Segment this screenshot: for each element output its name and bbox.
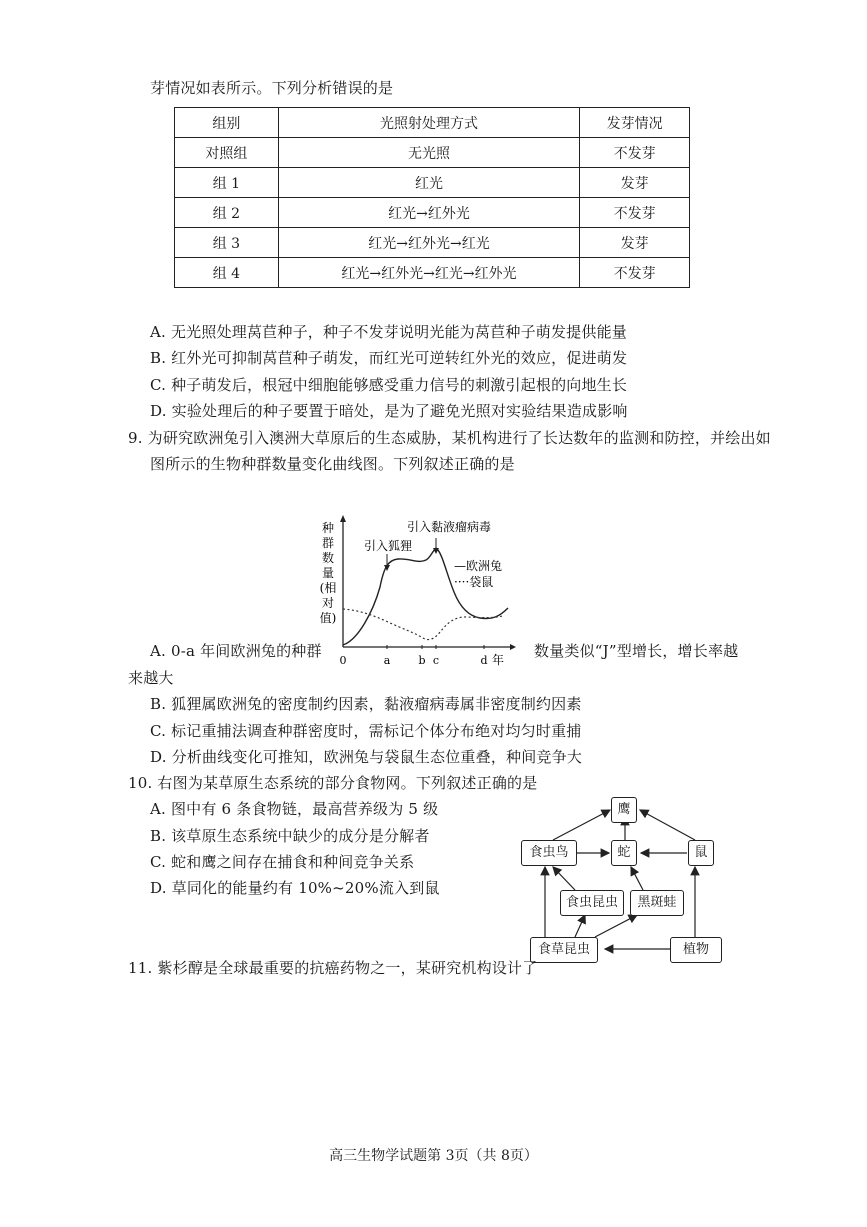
node-insectivorous-insect: 食虫昆虫 — [560, 890, 624, 916]
q9-stem-line2: 图所示的生物种群数量变化曲线图。下列叙述正确的是 — [150, 455, 515, 473]
x-axis-arrow — [510, 644, 516, 650]
annotation-virus: 引入黏液瘤病毒 — [407, 520, 492, 534]
x-axis-label: 年 — [492, 653, 505, 667]
q9-stem-line1: 9. 为研究欧洲兔引入澳洲大草原后的生态威胁，某机构进行了长达数年的监测和防控，并绘出如 — [128, 429, 771, 447]
table-header-row — [175, 108, 690, 138]
germination-table — [174, 107, 690, 288]
annotation-fox: 引入狐狸 — [364, 539, 413, 553]
q9-option-d: D. 分析曲线变化可推知，欧洲兔与袋鼠生态位重叠，种间竞争大 — [150, 748, 583, 766]
q8-option-c: C. 种子萌发后，根冠中细胞能够感受重力信号的刺激引起根的向地生长 — [150, 376, 628, 394]
table-cell: 组 2 — [175, 198, 279, 228]
y-axis-label: 种群数量(相对值) — [319, 521, 337, 625]
table-cell: 对照组 — [175, 138, 279, 168]
table-cell: 无光照 — [278, 138, 579, 168]
q9-option-a-right: 数量类似“J”型增长，增长率越 — [534, 642, 739, 660]
q9-option-a-wrap: 来越大 — [128, 669, 174, 687]
table-header-cell: 组别 — [175, 108, 279, 138]
table-cell: 发芽 — [580, 228, 690, 258]
q9-option-a-left: A. 0-a 年间欧洲兔的种群 — [150, 642, 322, 660]
table-cell: 发芽 — [580, 168, 690, 198]
table-cell: 不发芽 — [580, 198, 690, 228]
table-cell: 组 3 — [175, 228, 279, 258]
x-tick-label: a — [383, 654, 391, 667]
x-tick-label: 0 — [339, 654, 347, 667]
table-cell: 不发芽 — [580, 138, 690, 168]
q8-option-a: A. 无光照处理莴苣种子，种子不发芽说明光能为莴苣种子萌发提供能量 — [150, 323, 627, 341]
table-header-cell: 光照射处理方式 — [278, 108, 579, 138]
table-cell: 组 1 — [175, 168, 279, 198]
q8-option-b: B. 红外光可抑制莴苣种子萌发，而红光可逆转红外光的效应，促进萌发 — [150, 349, 628, 367]
legend-rabbit: —欧洲兔 — [454, 559, 503, 573]
q8-option-d: D. 实验处理后的种子要置于暗处，是为了避免光照对实验结果造成影响 — [150, 402, 628, 420]
q10-option-c: C. 蛇和鹰之间存在捕食和种间竞争关系 — [150, 853, 415, 871]
page-footer: 高三生物学试题第 3页（共 8页） — [329, 1148, 538, 1164]
legend-kangaroo: ····袋鼠 — [454, 575, 494, 589]
node-snake: 蛇 — [611, 840, 637, 866]
node-eagle: 鹰 — [611, 797, 637, 823]
population-chart — [318, 512, 518, 672]
intro-line: 芽情况如表所示。下列分析错误的是 — [150, 79, 394, 97]
q9-option-b: B. 狐狸属欧洲兔的密度制约因素，黏液瘤病毒属非密度制约因素 — [150, 695, 582, 713]
x-tick-label: d — [480, 654, 488, 667]
x-tick-label: c — [432, 654, 440, 667]
q10-option-a: A. 图中有 6 条食物链，最高营养级为 5 级 — [150, 800, 439, 818]
table-row — [175, 138, 690, 168]
table-row — [175, 228, 690, 258]
y-axis-arrow — [340, 515, 346, 522]
kangaroo-curve — [343, 609, 503, 640]
x-tick-label: b — [418, 654, 426, 667]
q10-option-d: D. 草同化的能量约有 10%~20%流入到鼠 — [150, 879, 440, 897]
table-cell: 红光→红外光 — [278, 198, 579, 228]
table-row — [175, 198, 690, 228]
table-cell: 红光→红外光→红光→红外光 — [278, 258, 579, 288]
table-row — [175, 258, 690, 288]
table-cell: 不发芽 — [580, 258, 690, 288]
table-cell: 红光→红外光→红光 — [278, 228, 579, 258]
node-insectivorous-bird: 食虫鸟 — [521, 840, 577, 866]
q10-option-b: B. 该草原生态系统中缺少的成分是分解者 — [150, 827, 430, 845]
table-cell: 红光 — [278, 168, 579, 198]
node-frog: 黑斑蛙 — [630, 890, 684, 916]
q9-option-c: C. 标记重捕法调查种群密度时，需标记个体分布绝对均匀时重捕 — [150, 722, 582, 740]
table-cell: 组 4 — [175, 258, 279, 288]
table-row — [175, 168, 690, 198]
node-plant: 植物 — [670, 937, 722, 963]
node-mouse: 鼠 — [688, 840, 714, 866]
q10-stem: 10. 右图为某草原生态系统的部分食物网。下列叙述正确的是 — [128, 774, 538, 792]
table-header-cell: 发芽情况 — [580, 108, 690, 138]
q11-stem: 11. 紫杉醇是全球最重要的抗癌药物之一，某研究机构设计了 — [128, 959, 538, 977]
node-herbivorous-insect: 食草昆虫 — [530, 937, 598, 963]
